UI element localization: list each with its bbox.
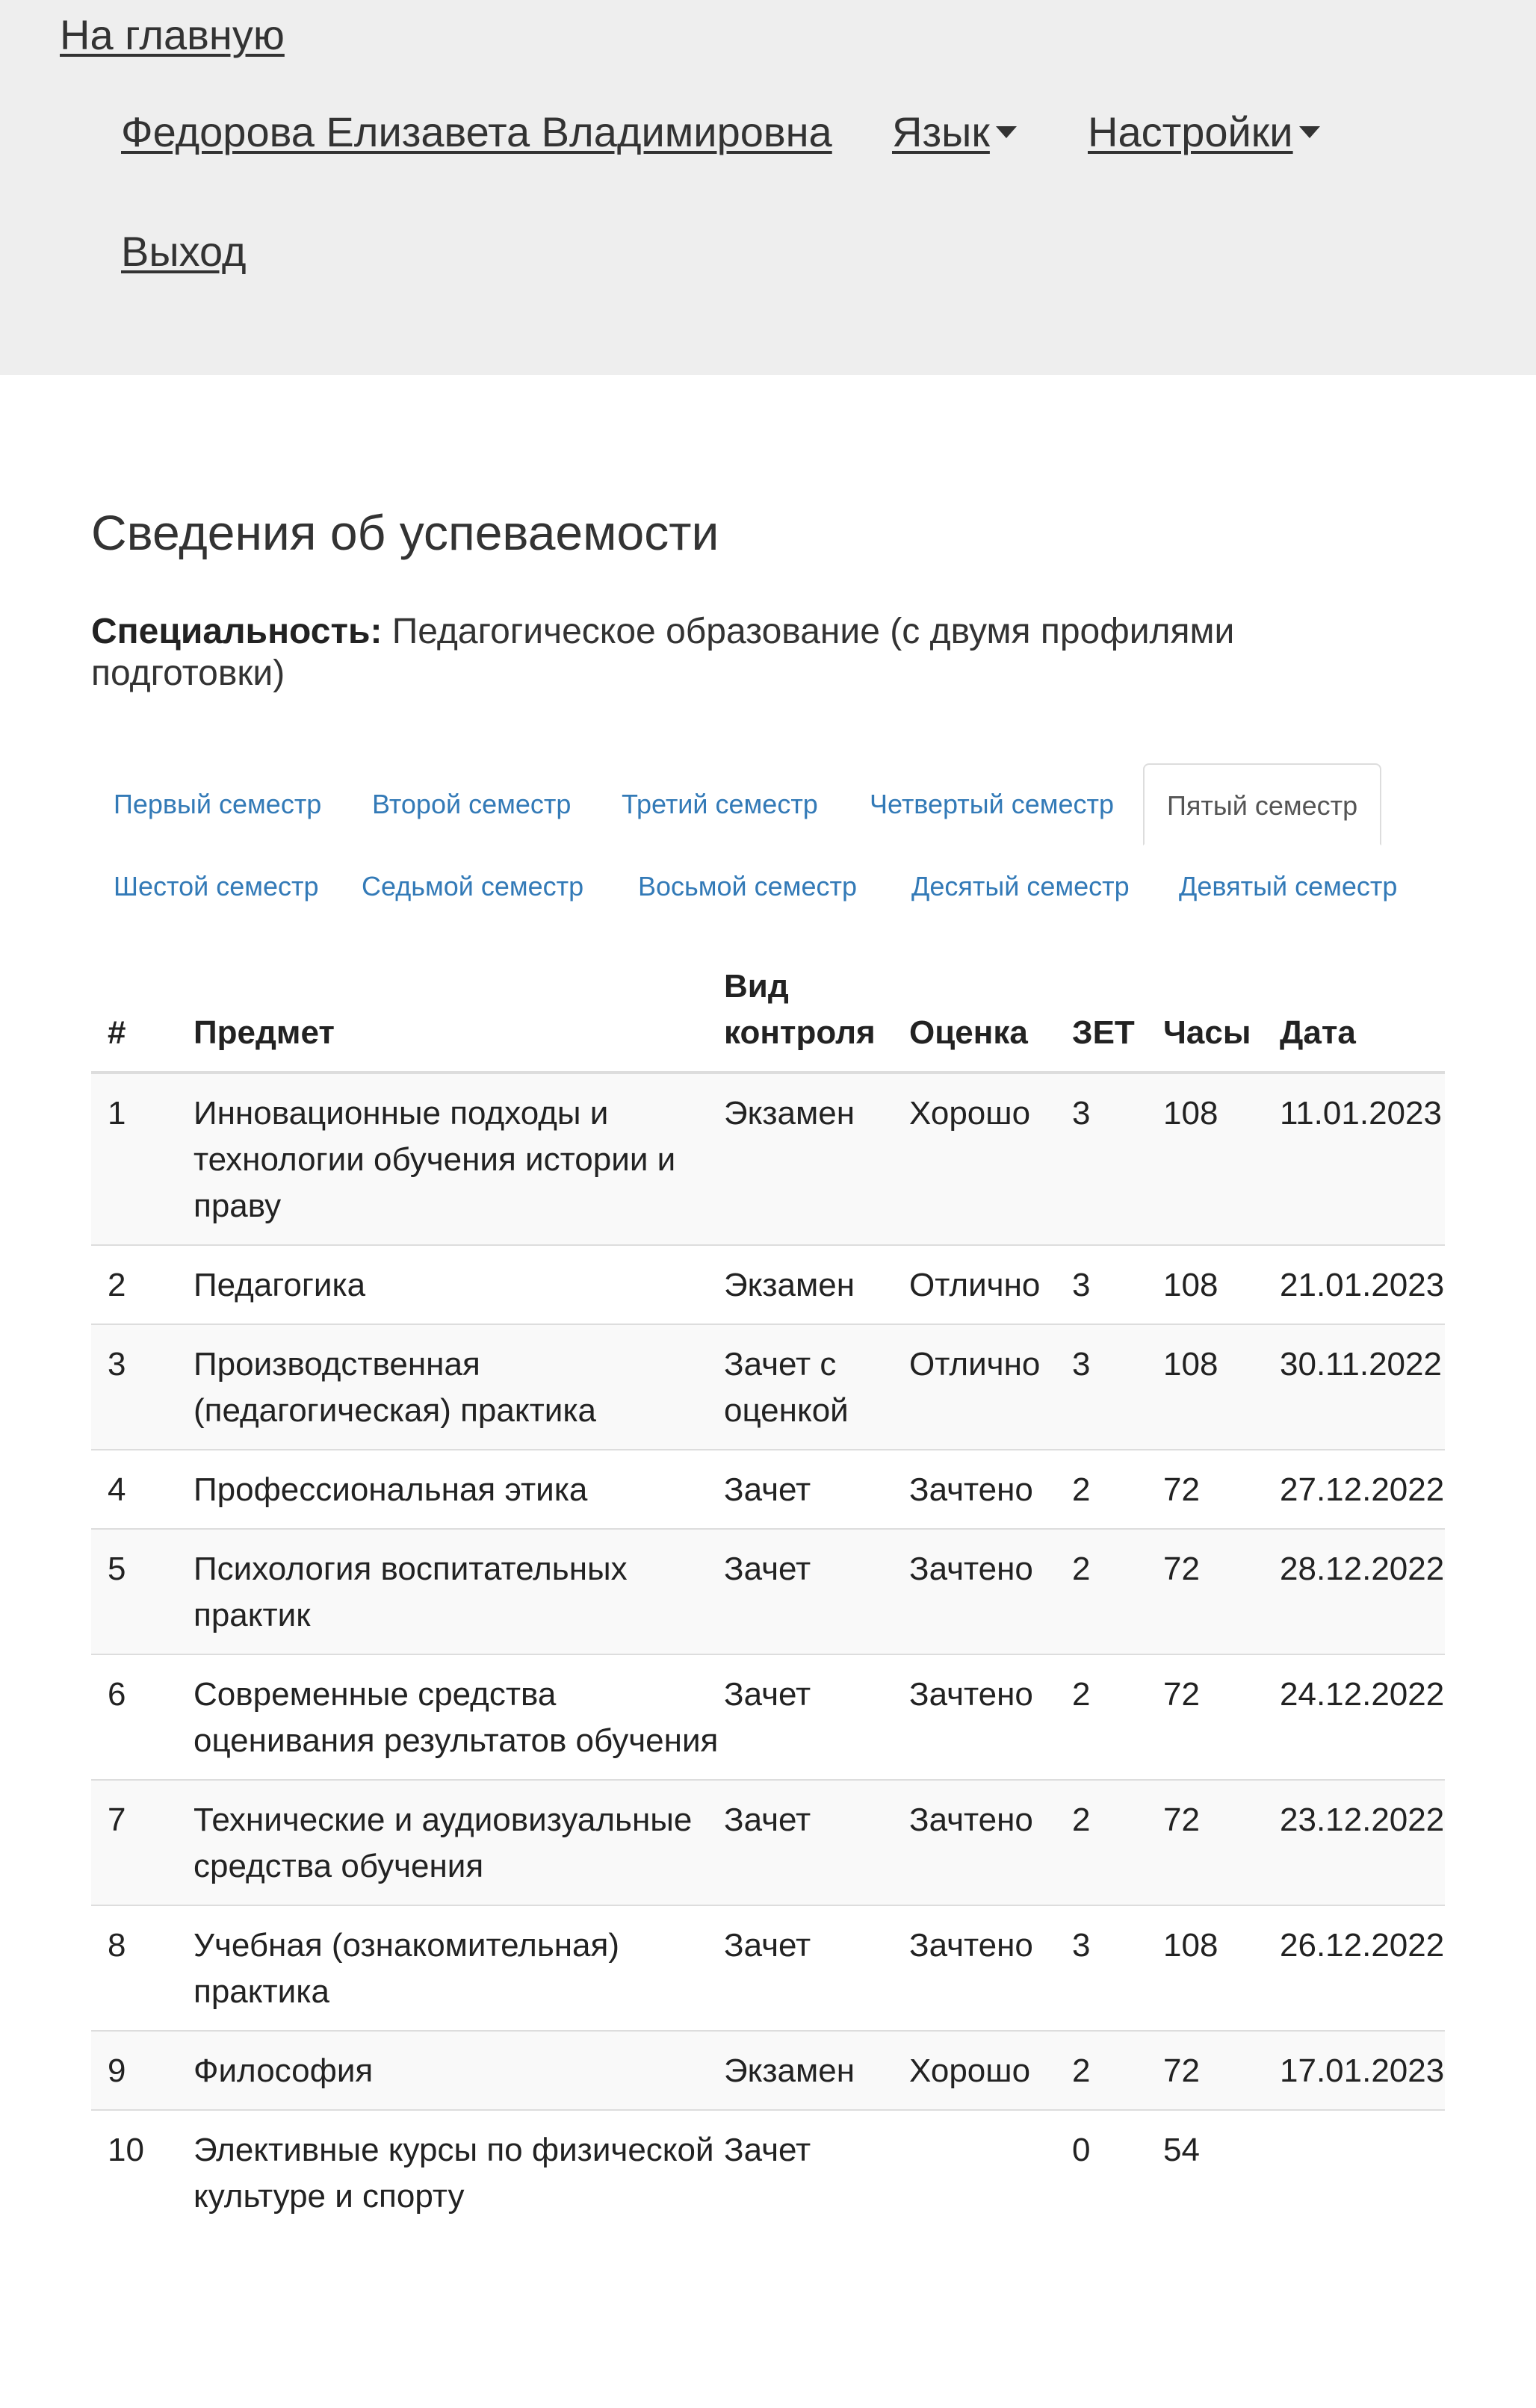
cell-subject: Психология воспитательных практик (193, 1529, 724, 1654)
language-menu-label: Язык (892, 108, 990, 155)
table-row (91, 1073, 1445, 1245)
tab-semester-2[interactable]: Второй семестр (372, 789, 572, 819)
page-title: Сведения об успеваемости (91, 505, 719, 560)
cell-date: 21.01.2023 (1280, 1245, 1445, 1324)
cell-control: Зачет (724, 1905, 909, 2031)
cell-num: 8 (91, 1905, 193, 2031)
tab-semester-6[interactable]: Шестой семестр (114, 871, 319, 902)
cell-subject: Элективные курсы по физической культуре и спорту (193, 2110, 724, 2235)
header-subject: Предмет (193, 949, 724, 1073)
cell-zet: 0 (1072, 2110, 1163, 2235)
header-control-line2: контроля (724, 1014, 876, 1051)
header-num: # (91, 949, 193, 1073)
cell-hours: 108 (1163, 1324, 1280, 1450)
cell-hours: 108 (1163, 1905, 1280, 2031)
header-zet: ЗЕТ (1072, 949, 1163, 1073)
cell-grade: Хорошо (909, 2031, 1072, 2110)
cell-hours: 72 (1163, 1450, 1280, 1529)
tab-semester-1[interactable]: Первый семестр (114, 789, 322, 819)
cell-zet: 3 (1072, 1905, 1163, 2031)
cell-control: Зачет с оценкой (724, 1324, 909, 1450)
settings-menu[interactable] (1088, 108, 1320, 156)
cell-num: 2 (91, 1245, 193, 1324)
user-name-link[interactable]: Федорова Елизавета Владимировна (121, 108, 832, 155)
cell-zet: 2 (1072, 1529, 1163, 1654)
table-row (91, 1450, 1445, 1529)
cell-hours: 72 (1163, 2031, 1280, 2110)
cell-num: 1 (91, 1073, 193, 1245)
specialty-value: Педагогическое образование (с двумя профилями подготовки) (91, 612, 1235, 693)
cell-grade: Зачтено (909, 1780, 1072, 1905)
cell-date: 30.11.2022 (1280, 1324, 1445, 1450)
cell-subject: Современные средства оценивания результатов обучения (193, 1654, 724, 1780)
cell-zet: 2 (1072, 1450, 1163, 1529)
header-date: Дата (1280, 949, 1445, 1073)
cell-grade (909, 2110, 1072, 2235)
language-menu[interactable] (892, 108, 1017, 156)
header-hours: Часы (1163, 949, 1280, 1073)
cell-control: Экзамен (724, 1245, 909, 1324)
cell-hours: 108 (1163, 1245, 1280, 1324)
table-header-row (91, 949, 1445, 1073)
cell-grade: Хорошо (909, 1073, 1072, 1245)
cell-hours: 108 (1163, 1073, 1280, 1245)
settings-menu-label: Настройки (1088, 108, 1293, 155)
cell-grade: Отлично (909, 1245, 1072, 1324)
cell-grade: Отлично (909, 1324, 1072, 1450)
tab-semester-3[interactable]: Третий семестр (622, 789, 818, 819)
cell-num: 9 (91, 2031, 193, 2110)
tab-semester-5[interactable]: Пятый семестр (1143, 763, 1381, 845)
cell-subject: Профессиональная этика (193, 1450, 724, 1529)
cell-grade: Зачтено (909, 1450, 1072, 1529)
cell-date: 24.12.2022 (1280, 1654, 1445, 1780)
top-navbar (0, 0, 1536, 375)
cell-num: 10 (91, 2110, 193, 2235)
cell-num: 5 (91, 1529, 193, 1654)
cell-control: Экзамен (724, 1073, 909, 1245)
cell-subject: Философия (193, 2031, 724, 2110)
cell-num: 4 (91, 1450, 193, 1529)
cell-zet: 2 (1072, 2031, 1163, 2110)
cell-date (1280, 2110, 1445, 2235)
cell-subject: Педагогика (193, 1245, 724, 1324)
cell-grade: Зачтено (909, 1654, 1072, 1780)
tab-semester-4[interactable]: Четвертый семестр (870, 789, 1115, 819)
cell-subject: Инновационные подходы и технологии обучения истории и праву (193, 1073, 724, 1245)
cell-control: Зачет (724, 1780, 909, 1905)
table-row (91, 1529, 1445, 1654)
cell-zet: 2 (1072, 1780, 1163, 1905)
cell-hours: 72 (1163, 1780, 1280, 1905)
cell-hours: 54 (1163, 2110, 1280, 2235)
cell-num: 7 (91, 1780, 193, 1905)
header-grade: Оценка (909, 949, 1072, 1073)
table-row (91, 2031, 1445, 2110)
tab-semester-9[interactable]: Девятый семестр (1179, 871, 1398, 902)
caret-down-icon (996, 126, 1017, 138)
cell-subject: Учебная (ознакомительная) практика (193, 1905, 724, 2031)
cell-control: Зачет (724, 1450, 909, 1529)
cell-hours: 72 (1163, 1654, 1280, 1780)
cell-zet: 3 (1072, 1324, 1163, 1450)
header-control-line1: Вид (724, 968, 789, 1005)
cell-date: 11.01.2023 (1280, 1073, 1445, 1245)
tab-semester-8[interactable]: Восьмой семестр (638, 871, 857, 902)
cell-num: 6 (91, 1654, 193, 1780)
logout-link[interactable]: Выход (121, 228, 247, 275)
cell-date: 17.01.2023 (1280, 2031, 1445, 2110)
cell-control: Зачет (724, 2110, 909, 2235)
tab-semester-7[interactable]: Седьмой семестр (362, 871, 584, 902)
cell-date: 28.12.2022 (1280, 1529, 1445, 1654)
cell-subject: Производственная (педагогическая) практика (193, 1324, 724, 1450)
specialty-label: Специальность: (91, 612, 383, 651)
caret-down-icon (1299, 126, 1320, 138)
table-row (91, 1654, 1445, 1780)
cell-grade: Зачтено (909, 1529, 1072, 1654)
table-row (91, 1905, 1445, 2031)
cell-num: 3 (91, 1324, 193, 1450)
cell-date: 27.12.2022 (1280, 1450, 1445, 1529)
cell-hours: 72 (1163, 1529, 1280, 1654)
cell-subject: Технические и аудиовизуальные средства обучения (193, 1780, 724, 1905)
cell-date: 23.12.2022 (1280, 1780, 1445, 1905)
cell-zet: 2 (1072, 1654, 1163, 1780)
specialty-info (91, 611, 1316, 695)
grades-table (91, 949, 1445, 2235)
home-link[interactable]: На главную (60, 11, 285, 58)
cell-date: 26.12.2022 (1280, 1905, 1445, 2031)
tab-semester-10[interactable]: Десятый семестр (911, 871, 1130, 902)
cell-control: Экзамен (724, 2031, 909, 2110)
table-row (91, 1324, 1445, 1450)
header-control (724, 949, 909, 1073)
cell-zet: 3 (1072, 1245, 1163, 1324)
cell-zet: 3 (1072, 1073, 1163, 1245)
cell-grade: Зачтено (909, 1905, 1072, 2031)
table-row (91, 1245, 1445, 1324)
cell-control: Зачет (724, 1529, 909, 1654)
cell-control: Зачет (724, 1654, 909, 1780)
table-row (91, 1780, 1445, 1905)
table-row (91, 2110, 1445, 2235)
